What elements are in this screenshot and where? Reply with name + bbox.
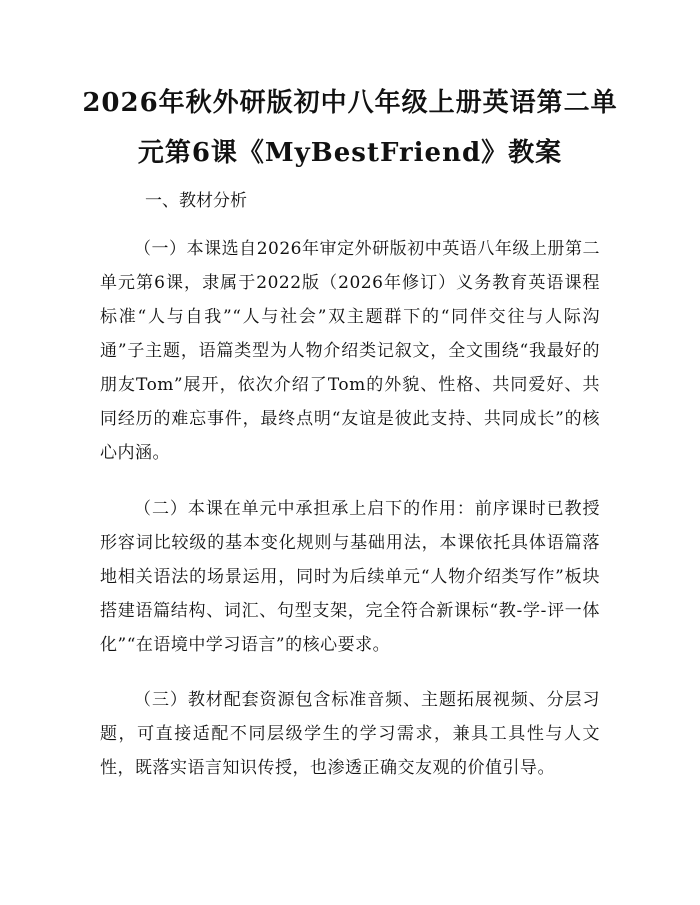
title-line-2: 元第6课《MyBestFriend》教案 bbox=[137, 138, 563, 168]
section-heading: 一、教材分析 bbox=[145, 191, 247, 211]
paragraph-2: （二）本课在单元中承担承上启下的作用：前序课时已教授形容词比较级的基本变化规则与基础用法，本课依托具体语篇落地相关语法的场景运用，同时为后续单元“人物介绍类写作”板块搭建语篇结构、词汇、句型支架，完全符合新课标“教-学-评一体化”“在语境中学习语言”的核心要求。 bbox=[100, 499, 600, 655]
paragraph-1: （一）本课选自2026年审定外研版初中英语八年级上册第二单元第6课，隶属于2022版（2026年修订）义务教育英语课程标准“人与自我”“人与社会”双主题群下的“同伴交往与人际沟通”子主题，语篇类型为人物介绍类记叙文，全文围绕“我最好的朋友Tom”展开，依次介绍了Tom的外貌、性格、共同爱好、共同经历的难忘事件，最终点明“友谊是彼此支持、共同成长”的核心内涵。 bbox=[100, 239, 600, 463]
paragraph-3: （三）教材配套资源包含标准音频、主题拓展视频、分层习题，可直接适配不同层级学生的学习需求，兼具工具性与人文性，既落实语言知识传授，也渗透正确交友观的价值引导。 bbox=[100, 690, 600, 778]
title-line-1: 2026年秋外研版初中八年级上册英语第二单 bbox=[82, 88, 618, 118]
document-title bbox=[40, 78, 660, 178]
